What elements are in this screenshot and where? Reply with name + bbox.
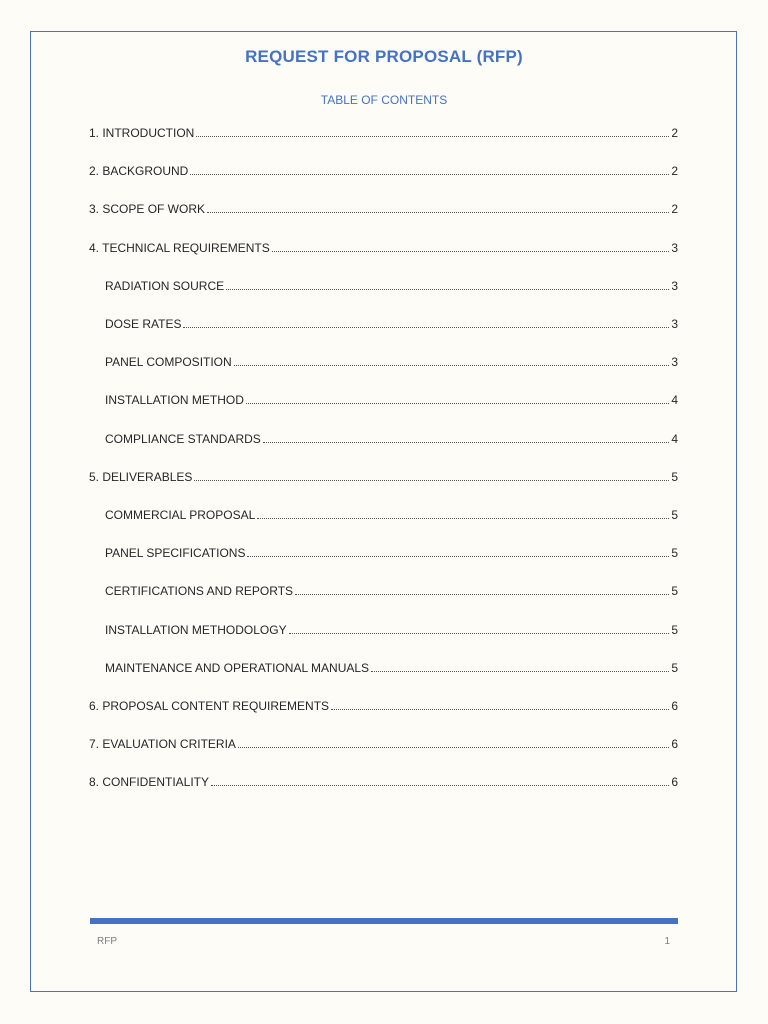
toc-dot-leader bbox=[194, 480, 669, 481]
toc-entry[interactable] bbox=[105, 316, 678, 332]
toc-entry-page: 5 bbox=[671, 660, 678, 675]
toc-entry-page: 3 bbox=[671, 317, 678, 331]
toc-dot-leader bbox=[331, 709, 669, 710]
toc-entry-label: INSTALLATION METHODOLOGY bbox=[105, 622, 287, 637]
toc-entry-page: 5 bbox=[671, 584, 678, 599]
toc-dot-leader bbox=[234, 365, 670, 366]
toc-entry-label: 7. EVALUATION CRITERIA bbox=[89, 737, 236, 752]
toc-dot-leader bbox=[263, 442, 670, 443]
toc-entry-page: 3 bbox=[671, 355, 678, 370]
toc-entry-label: INSTALLATION METHOD bbox=[105, 393, 244, 408]
toc-entry-page: 4 bbox=[671, 393, 678, 408]
toc-dot-leader bbox=[226, 289, 669, 290]
toc-entry-label: 6. PROPOSAL CONTENT REQUIREMENTS bbox=[89, 699, 330, 713]
toc-entry[interactable] bbox=[105, 392, 678, 408]
toc-entry-label: RADIATION SOURCE bbox=[105, 278, 225, 293]
toc-entry-page: 5 bbox=[671, 546, 678, 561]
toc-entry-label: DOSE RATES bbox=[105, 317, 182, 331]
toc-entry-label: 5. DELIVERABLES bbox=[89, 469, 193, 484]
footer-label: RFP bbox=[97, 936, 117, 947]
toc-entry-page: 2 bbox=[671, 126, 678, 140]
toc-entry[interactable] bbox=[89, 240, 678, 256]
document-title: REQUEST FOR PROPOSAL (RFP) bbox=[245, 47, 523, 66]
toc-entry-page: 6 bbox=[671, 737, 678, 752]
toc-entry-page: 6 bbox=[671, 699, 678, 713]
toc-dot-leader bbox=[211, 785, 669, 786]
toc-entry-page: 5 bbox=[671, 469, 678, 484]
toc-heading: TABLE OF CONTENTS bbox=[320, 93, 448, 107]
toc-entry[interactable] bbox=[105, 545, 678, 561]
footer-bar bbox=[90, 918, 678, 924]
toc-dot-leader bbox=[238, 747, 669, 748]
toc-dot-leader bbox=[190, 174, 669, 175]
toc-entry[interactable] bbox=[105, 622, 678, 638]
toc-entry-page: 5 bbox=[671, 622, 678, 637]
toc-entry[interactable] bbox=[89, 163, 678, 179]
toc-entry-label: COMPLIANCE STANDARDS bbox=[105, 431, 261, 446]
toc-entry-page: 2 bbox=[671, 164, 678, 179]
toc-entry[interactable] bbox=[89, 774, 678, 790]
toc-entry-label: 2. BACKGROUND bbox=[89, 164, 189, 179]
toc-entry[interactable] bbox=[105, 583, 678, 599]
toc-entry-page: 5 bbox=[671, 508, 678, 522]
toc-dot-leader bbox=[207, 212, 669, 213]
toc-entry-label: 3. SCOPE OF WORK bbox=[89, 202, 206, 217]
toc-entry[interactable] bbox=[89, 125, 678, 141]
toc-entry[interactable] bbox=[89, 201, 678, 217]
toc-entry-page: 3 bbox=[671, 240, 678, 255]
toc-entry-label: 1. INTRODUCTION bbox=[89, 126, 195, 140]
toc-entry[interactable] bbox=[89, 469, 678, 485]
toc-entry-page: 2 bbox=[671, 202, 678, 217]
toc-entry[interactable] bbox=[105, 354, 678, 370]
toc-dot-leader bbox=[247, 556, 669, 557]
toc-dot-leader bbox=[196, 136, 669, 137]
toc-entry[interactable] bbox=[89, 736, 678, 752]
toc-dot-leader bbox=[295, 594, 669, 595]
toc-entry[interactable] bbox=[105, 431, 678, 447]
toc-entry-page: 3 bbox=[671, 278, 678, 293]
toc-entry[interactable] bbox=[105, 278, 678, 294]
toc-entry-label: PANEL COMPOSITION bbox=[105, 355, 232, 370]
toc-entry-label: 8. CONFIDENTIALITY bbox=[89, 775, 210, 790]
toc-entry-label: PANEL SPECIFICATIONS bbox=[105, 546, 246, 561]
toc-entry-label: CERTIFICATIONS AND REPORTS bbox=[105, 584, 294, 599]
toc-entry-label: MAINTENANCE AND OPERATIONAL MANUALS bbox=[105, 660, 370, 675]
toc-dot-leader bbox=[272, 251, 670, 252]
toc-dot-leader bbox=[289, 633, 670, 634]
footer-page-number: 1 bbox=[664, 936, 670, 947]
toc-dot-leader bbox=[246, 403, 669, 404]
toc-dot-leader bbox=[371, 671, 669, 672]
toc-entry[interactable] bbox=[105, 660, 678, 676]
toc-entry[interactable] bbox=[105, 507, 678, 523]
toc-entry-label: COMMERCIAL PROPOSAL bbox=[105, 508, 256, 522]
toc-dot-leader bbox=[183, 327, 669, 328]
toc-entry-label: 4. TECHNICAL REQUIREMENTS bbox=[89, 240, 270, 255]
toc-dot-leader bbox=[257, 518, 669, 519]
toc-entry-page: 4 bbox=[671, 431, 678, 446]
toc-entry[interactable] bbox=[89, 698, 678, 714]
toc-entry-page: 6 bbox=[671, 775, 678, 790]
